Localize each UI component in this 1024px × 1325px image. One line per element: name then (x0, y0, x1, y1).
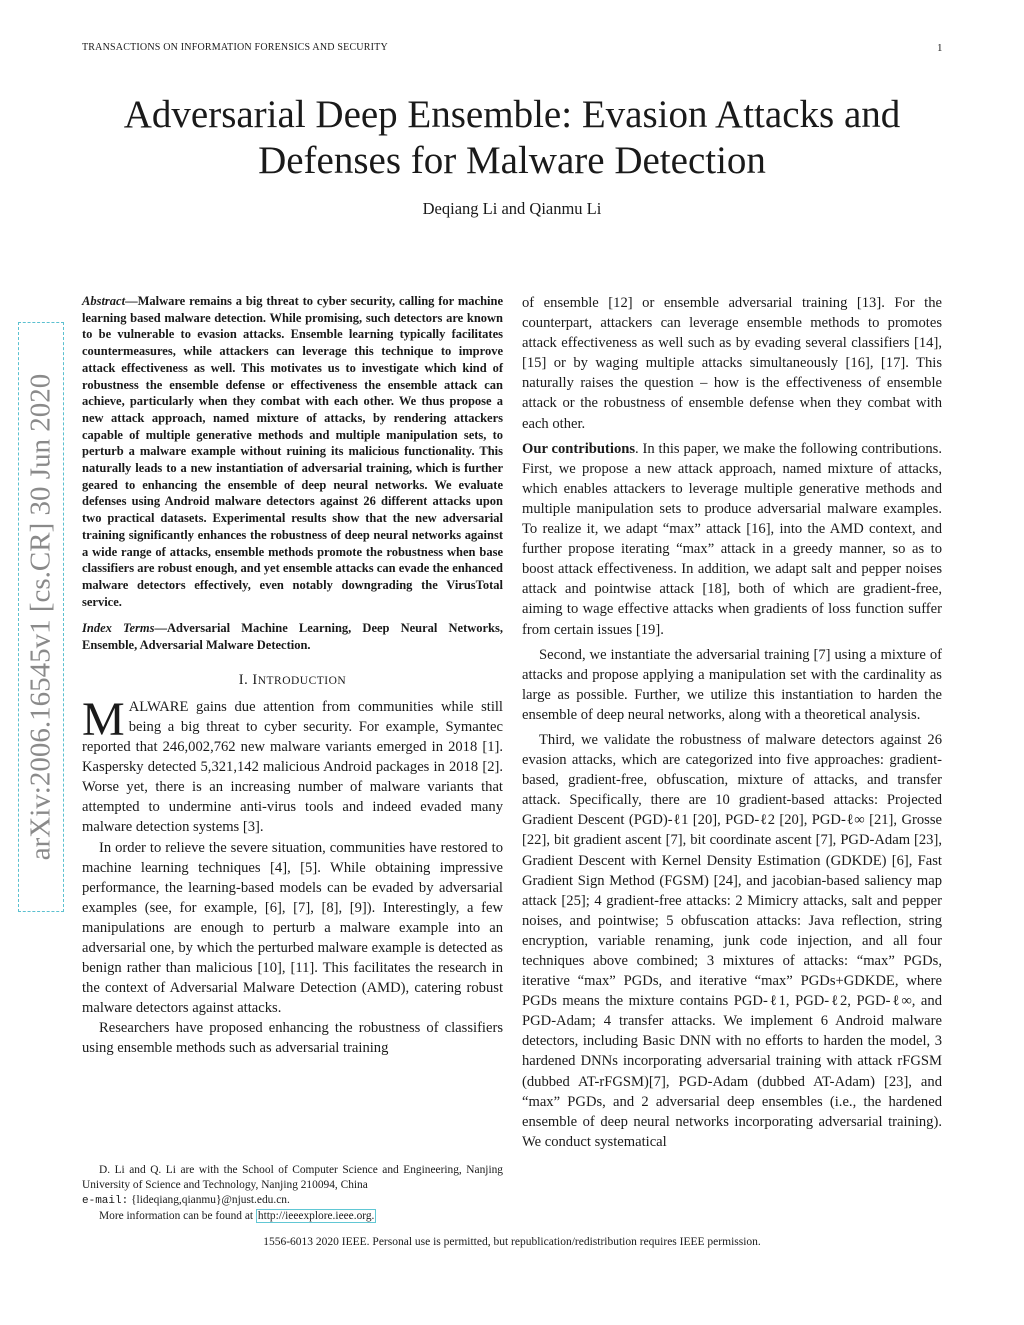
drop-cap: M (82, 692, 125, 746)
right-paragraph-contributions (522, 439, 942, 640)
index-terms (82, 620, 503, 653)
index-terms-text: —Adversarial Machine Learning, Deep Neural Networks, Ensemble, Adversarial Malware Detection. (82, 621, 503, 653)
right-paragraph-4: Third, we validate the robustness of malware detectors against 26 evasion attacks, which are categorized into five approaches: gradient-based, gradient-free, obfuscation, mixture of attacks, and transfer attack. Specifically, there are 10 gradient-based attacks: Projected Gradient Descent (PGD)-ℓ1 [20], PGD-ℓ2 [20], PGD-ℓ∞ [21], Grosse [22], bit gradient ascent [7], bit coordinate ascent [7], PGD-Adam [23], Gradient Descent with Kernel Density Estimation (GDKDE) [6], Fast Gradient Sign Method (FGSM) [24], and jacobian-based saliency map attack [25]; 4 gradient-free attacks: 2 Mimicry attacks, salt and pepper noises, and pointwise; 5 obfuscation attacks: Java reflection, string encryption, variable renaming, junk code injection, and all four techniques above combined; 3 mixtures of attacks: “max” PGDs, iterative “max” PGDs, and iterative “max” PGDs+GDKDE, where PGDs means the mixture contains PGD-ℓ1, PGD-ℓ2, PGD-ℓ∞, and PGD-Adam; 4 transfer attacks. We implement 6 Android malware detectors, including Basic DNN with no efforts to harden the model, 3 hardened DNNs incorporating adversarial training with attack rFGSM (dubbed AT-rFGSM)[7], PGD-Adam (dubbed AT-Adam) [23], and “max” PGDs, and 2 adversarial deep ensembles (i.e., the hardened ensemble of deep neural networks incorporating adversarial training). We conduct systematical (522, 731, 942, 1150)
intro-paragraph-1-text: ALWARE gains due attention from communities while still being a big threat to cyber security. For example, Symantec reported that 246,002,762 new malware variants emerged in 2018 [1]. Kaspersky detected 5,321,142 malicious Android packages in 2018 [2]. Worse yet, there is an increasing number of malware variants that attempted to undermine anti-virus tools and indeed evaded many malware detection systems [3]. (82, 698, 503, 836)
intro-paragraph-1 (82, 692, 503, 838)
footnote (82, 1163, 503, 1224)
copyright-notice: 1556-6013 2020 IEEE. Personal use is permitted, but republication/redistribution requires IEEE permission. (263, 1236, 761, 1248)
intro-paragraph-3: Researchers have proposed enhancing the robustness of classifiers using ensemble methods such as adversarial training (82, 1020, 503, 1057)
arxiv-stamp-text: arXiv:2006.16545v1 [cs.CR] 30 Jun 2020 (24, 373, 57, 861)
footnote-more-info (82, 1209, 503, 1224)
index-terms-label: Index Terms (82, 621, 155, 636)
contributions-label: Our contributions (522, 440, 636, 457)
email-label: e-mail: (82, 1195, 129, 1207)
section-title-rest: NTRODUCTION (257, 674, 347, 687)
contributions-text: . In this paper, we make the following contributions. First, we propose a new attack approach, named mixture of attacks, which enables attackers to leverage multiple generative methods and multiple manipulation sets to produce adversarial malware examples. To realize it, we adapt “max” attack [16], into the AMD context, and further propose iterating “max” attack in a greedy manner, so as to boost attack effectiveness. In addition, we adapt salt and pepper noises attack and pointwise attack [18], both of which are gradient-free, aiming to wage effective attacks when gradients of loss function suffer from certain issues [19]. (522, 440, 942, 638)
footnote-affiliation: D. Li and Q. Li are with the School of Computer Science and Engineering, Nanjing University of Science and Technology, Nanjing 210094, China (82, 1164, 503, 1191)
page-number: 1 (937, 42, 943, 54)
running-head: TRANSACTIONS ON INFORMATION FORENSICS AND SECURITY (82, 42, 388, 53)
paper-title: Adversarial Deep Ensemble: Evasion Attacks and Defenses for Malware Detection (123, 93, 901, 182)
arxiv-stamp[interactable] (18, 322, 64, 912)
section-heading-introduction (82, 670, 503, 691)
paper-authors: Deqiang Li and Qianmu Li (422, 199, 602, 218)
abstract (82, 293, 503, 610)
right-column (522, 293, 942, 1152)
section-number: I. (238, 671, 249, 688)
abstract-label: Abstract (82, 294, 126, 308)
right-paragraph-1: of ensemble [12] or ensemble adversarial training [13]. For the counterpart, attackers can leverage ensemble methods to promotes attack effectiveness as well such as by evading several classifiers [14], [15] or by waging multiple attacks simultaneously [16], [17]. This naturally raises the question – how is the effectiveness of ensemble attack or the robustness of ensemble defense when they combat with each other. (522, 295, 942, 432)
left-column (82, 293, 503, 1059)
intro-paragraph-2: In order to relieve the severe situation, communities have restored to machine learning techniques [4], [5]. While obtaining impressive performance, the learning-based models can be evaded by adversarial examples (see, for example, [6], [7], [8], [9]). Interestingly, a few manipulations are enough to perturb a malware example into an adversarial one, by which the perturbed malware example is detected as benign rather than malicious [10], [11]. This facilitates the research in the context of Adversarial Malware Detection (AMD), catering robust malware detectors against attacks. (82, 839, 503, 1017)
ieee-link[interactable]: http://ieeexplore.ieee.org. (257, 1210, 375, 1222)
more-info-text: More information can be found at (99, 1210, 254, 1222)
abstract-text: —Malware remains a big threat to cyber security, calling for machine learning based malware detection. While promising, such detectors are known to be vulnerable to evasion attacks. Ensemble learning typically facilitates countermeasures, while attackers can leverage this technique to improve attack effectiveness as well. This motivates us to investigate which kind of robustness the ensemble defense or effectiveness the ensemble attack can achieve, particularly when they combat with each other. We thus propose a new attack approach, named mixture of attacks, by rendering attackers capable of multiple generative methods and multiple manipulation sets, to perturb a malware example without ruining its malicious functionality. This naturally leads to a new instantiation of adversarial training, which is further geared to enhancing the ensemble of deep neural networks. We evaluate defenses using Android malware detectors against 26 different attacks upon two practical datasets. Experimental results show that the new adversarial training significantly enhances the robustness of deep neural networks against a wide range of attacks, ensemble methods promote the robustness when base classifiers are robust enough, and yet ensemble attacks can evade the enhanced malware detectors effectively, even notably downgrading the VirusTotal service. (82, 294, 503, 609)
footnote-email (82, 1193, 503, 1209)
email-address[interactable]: {lideqiang,qianmu}@njust.edu.cn. (131, 1194, 290, 1206)
section-title-first: I (252, 671, 258, 688)
right-paragraph-3: Second, we instantiate the adversarial training [7] using a mixture of attacks and propose applying a manipulation set with the cardinality as large as possible. Further, we utilize this instantiation to harden the ensemble of deep neural networks, along with a theoretical analysis. (522, 646, 942, 723)
